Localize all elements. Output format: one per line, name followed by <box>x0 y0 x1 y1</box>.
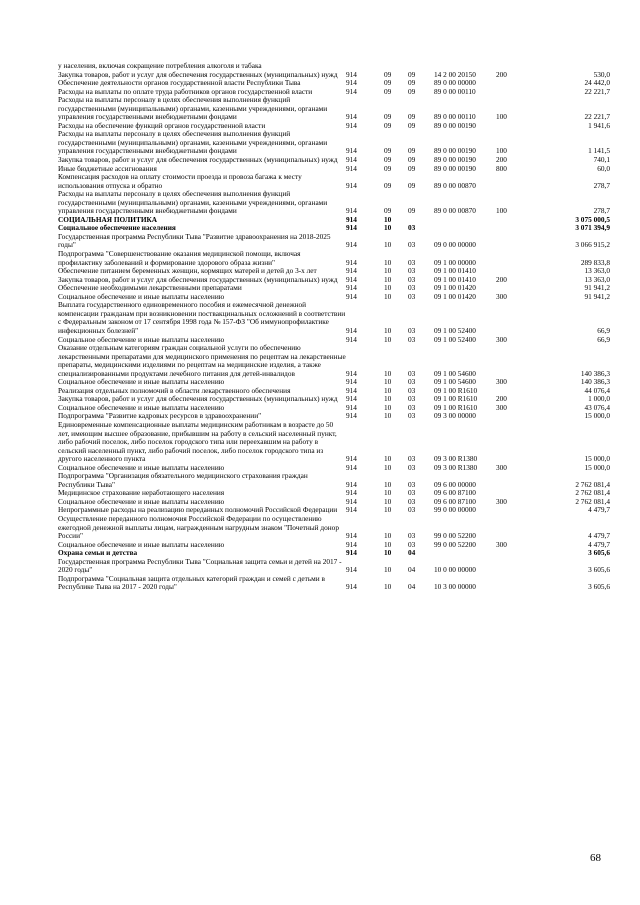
row-target-code: 89 0 00 00870 <box>434 180 476 190</box>
row-target-code: 09 1 00 01410 <box>434 266 476 276</box>
row-section-code: 10 <box>384 488 392 498</box>
row-target-code: 99 0 00 52200 <box>434 531 476 541</box>
row-subsection-code: 03 <box>408 454 416 464</box>
row-amount: 3 605,6 <box>588 548 610 558</box>
row-subsection-code: 03 <box>408 240 416 250</box>
row-admin-code: 914 <box>346 565 357 575</box>
row-section-code: 10 <box>384 257 392 267</box>
row-target-code: 89 0 00 00190 <box>434 163 476 173</box>
row-target-code: 09 6 00 87100 <box>434 496 476 506</box>
row-admin-code: 914 <box>346 163 357 173</box>
row-expense-type: 300 <box>496 539 507 549</box>
table-row <box>58 130 610 156</box>
row-target-code: 14 2 00 20150 <box>434 69 476 79</box>
row-name: Обеспечение деятельности органов государственной власти Республики Тыва <box>58 78 301 88</box>
row-admin-code: 914 <box>346 394 357 404</box>
row-section-code: 10 <box>384 539 392 549</box>
row-expense-type: 200 <box>496 155 507 165</box>
row-name: Иные бюджетные ассигнования <box>58 163 157 173</box>
row-section-code: 10 <box>384 411 392 421</box>
row-target-code: 09 0 00 00000 <box>434 240 476 250</box>
row-admin-code: 914 <box>346 274 357 284</box>
row-target-code <box>434 216 496 225</box>
row-section-code: 10 <box>384 505 392 515</box>
row-name: Подпрограмма "Развитие кадровых ресурсов в здравоохранении" <box>58 411 262 421</box>
row-admin-code: 914 <box>346 214 357 224</box>
row-admin-code: 914 <box>346 377 357 387</box>
budget-table <box>58 62 610 592</box>
row-expense-type <box>496 549 536 558</box>
row-amount: 740,1 <box>593 155 610 165</box>
row-amount: 66,9 <box>597 325 610 335</box>
row-subsection-code: 09 <box>408 78 416 88</box>
row-amount: 278,7 <box>593 180 610 190</box>
row-subsection-code: 03 <box>408 402 416 412</box>
row-amount: 91 941,2 <box>584 291 610 301</box>
row-expense-type: 300 <box>496 496 507 506</box>
row-name: Подпрограмма "Организация обязательного медицинского страхования граждан Республики Тыва" <box>58 471 308 489</box>
table-row <box>58 421 610 464</box>
row-expense-type <box>496 412 536 421</box>
table-row <box>58 190 610 216</box>
row-section-code: 10 <box>384 214 392 224</box>
row-target-code: 09 1 00 54600 <box>434 368 476 378</box>
row-admin-code: 914 <box>346 539 357 549</box>
row-amount: 91 941,2 <box>584 283 610 293</box>
row-section-code: 10 <box>384 240 392 250</box>
row-expense-type: 100 <box>496 146 507 156</box>
row-admin-code: 914 <box>346 462 357 472</box>
row-subsection-code: 03 <box>408 334 416 344</box>
row-admin-code: 914 <box>346 479 357 489</box>
row-amount: 140 386,3 <box>580 368 610 378</box>
row-amount: 44 076,4 <box>584 385 610 395</box>
row-subsection-code: 03 <box>408 462 416 472</box>
row-expense-type: 100 <box>496 112 507 122</box>
row-target-code: 89 0 00 00000 <box>434 78 476 88</box>
row-expense-type <box>496 344 536 378</box>
row-subsection-code: 04 <box>408 565 416 575</box>
row-section-code: 09 <box>384 112 392 122</box>
row-amount: 15 000,0 <box>584 462 610 472</box>
row-expense-type <box>496 472 536 489</box>
row-section-code: 10 <box>384 462 392 472</box>
page-number: 68 <box>590 852 601 864</box>
row-amount: 22 221,7 <box>584 86 610 96</box>
table-row <box>58 301 610 335</box>
row-amount: 140 386,3 <box>580 377 610 387</box>
row-subsection-code: 09 <box>408 146 416 156</box>
row-name: Реализация отдельных полномочий в области лекарственного обеспечения <box>58 385 291 395</box>
row-expense-type <box>496 506 536 515</box>
row-expense-type: 300 <box>496 402 507 412</box>
row-expense-type: 300 <box>496 334 507 344</box>
row-name: у населения, включая сокращение потребления алкоголя и табака <box>58 61 262 70</box>
row-section-code: 10 <box>384 377 392 387</box>
row-amount: 1 000,0 <box>588 394 610 404</box>
row-section-code: 09 <box>384 155 392 165</box>
row-admin-code: 914 <box>346 206 357 216</box>
row-name: Единовременные компенсационные выплаты медицинским работникам в возрасте до 50 лет, имеющим высшее образование, прибывшим на работу в сельский населенный пункт, либо рабочий поселок, либо поселок городского типа или переехавшим на работу в сельский населенный пункт, либо рабочий поселок, либо поселок городского типа из другого населенного пункта <box>58 419 337 464</box>
row-amount: 22 221,7 <box>584 112 610 122</box>
table-row <box>58 472 610 489</box>
row-subsection-code: 03 <box>408 531 416 541</box>
row-target-code: 09 1 00 01420 <box>434 283 476 293</box>
row-section-code: 10 <box>384 454 392 464</box>
table-row <box>58 515 610 541</box>
row-subsection-code: 03 <box>408 394 416 404</box>
row-name: Обеспечение необходимыми лекарственными препаратами <box>58 283 242 293</box>
row-expense-type <box>496 233 536 250</box>
row-amount: 530,0 <box>593 69 610 79</box>
row-expense-type <box>496 122 536 131</box>
row-target-code: 99 0 00 52200 <box>434 539 476 549</box>
row-amount: 2 762 081,4 <box>575 496 610 506</box>
row-admin-code: 914 <box>346 402 357 412</box>
row-amount: 24 442,0 <box>584 78 610 88</box>
row-expense-type: 800 <box>496 163 507 173</box>
row-name: Закупка товаров, работ и услуг для обеспечения государственных (муниципальных) нужд <box>58 394 338 404</box>
row-target-code: 89 0 00 00190 <box>434 155 476 165</box>
row-target-code: 09 3 00 00000 <box>434 411 476 421</box>
row-name: Социальное обеспечение и иные выплаты населению <box>58 539 225 549</box>
row-name: Социальное обеспечение и иные выплаты населению <box>58 334 225 344</box>
row-subsection-code: 03 <box>408 488 416 498</box>
row-admin-code: 914 <box>346 411 357 421</box>
row-amount: 13 363,0 <box>584 266 610 276</box>
row-section-code: 10 <box>384 291 392 301</box>
row-subsection-code: 09 <box>408 86 416 96</box>
row-target-code: 89 0 00 00110 <box>434 86 476 96</box>
row-target-code: 09 1 00 R1610 <box>434 385 478 395</box>
row-name: Охрана семьи и детства <box>58 548 138 558</box>
row-section-code: 10 <box>384 368 392 378</box>
row-section-code: 09 <box>384 163 392 173</box>
row-amount: 1 941,6 <box>588 120 610 130</box>
row-name: Расходы на выплаты персоналу в целях обеспечения выполнения функций государственными (муниципальными) органами, казенными учреждениями, органами управления государственными внебюджетными фондами <box>58 189 328 216</box>
table-row <box>58 233 610 250</box>
row-subsection-code: 03 <box>408 496 416 506</box>
row-expense-type <box>496 250 536 267</box>
row-name: Подпрограмма "Совершенствование оказания медицинской помощи, включая профилактику заболеваний и формирование здорового образа жизни" <box>58 249 301 267</box>
row-amount: 13 363,0 <box>584 274 610 284</box>
row-amount: 43 076,4 <box>584 402 610 412</box>
row-name: Расходы на обеспечение функций органов государственной власти <box>58 120 266 130</box>
row-target-code: 09 1 00 R1610 <box>434 402 478 412</box>
row-admin-code: 914 <box>346 266 357 276</box>
row-subsection-code: 09 <box>408 206 416 216</box>
row-admin-code: 914 <box>346 112 357 122</box>
row-amount: 66,9 <box>597 334 610 344</box>
row-expense-type: 300 <box>496 377 507 387</box>
row-name: Социальное обеспечение населения <box>58 223 176 233</box>
row-name: Социальное обеспечение и иные выплаты населению <box>58 496 225 506</box>
row-admin-code: 914 <box>346 283 357 293</box>
row-expense-type <box>496 575 536 592</box>
row-subsection-code: 09 <box>408 69 416 79</box>
row-admin-code: 914 <box>346 385 357 395</box>
row-expense-type <box>496 224 536 233</box>
row-section-code: 10 <box>384 223 392 233</box>
row-section-code: 10 <box>384 274 392 284</box>
row-name: Расходы на выплаты персоналу в целях обеспечения выполнения функций государственными (муниципальными) органами, казенными учреждениями, органами управления государственными внебюджетными фондами <box>58 95 328 122</box>
row-name: Расходы на выплаты по оплате труда работников органов государственной власти <box>58 86 313 96</box>
row-amount: 60,0 <box>597 163 610 173</box>
row-admin-code: 914 <box>346 146 357 156</box>
row-subsection-code: 09 <box>408 120 416 130</box>
row-section-code: 10 <box>384 479 392 489</box>
row-section-code: 09 <box>384 206 392 216</box>
row-amount: 289 833,8 <box>580 257 610 267</box>
row-name: Социальное обеспечение и иные выплаты населению <box>58 462 225 472</box>
row-subsection-code: 03 <box>408 274 416 284</box>
row-subsection-code: 03 <box>408 368 416 378</box>
row-target-code <box>434 224 496 233</box>
row-target-code: 89 0 00 00110 <box>434 112 476 122</box>
row-subsection-code: 03 <box>408 291 416 301</box>
row-target-code: 10 0 00 00000 <box>434 565 476 575</box>
table-row <box>58 173 610 190</box>
row-section-code: 10 <box>384 394 392 404</box>
row-admin-code: 914 <box>346 496 357 506</box>
row-target-code <box>434 549 496 558</box>
row-amount: 278,7 <box>593 206 610 216</box>
row-section-code: 09 <box>384 146 392 156</box>
row-target-code: 89 0 00 00870 <box>434 206 476 216</box>
row-target-code: 99 0 00 00000 <box>434 505 476 515</box>
row-admin-code: 914 <box>346 488 357 498</box>
row-amount: 15 000,0 <box>584 454 610 464</box>
table-row <box>58 344 610 378</box>
row-subsection-code: 04 <box>408 548 416 558</box>
row-expense-type: 300 <box>496 462 507 472</box>
row-section-code: 09 <box>384 180 392 190</box>
row-name: Обеспечение питанием беременных женщин, кормящих матерей и детей до 3-х лет <box>58 266 317 276</box>
row-admin-code: 914 <box>346 86 357 96</box>
row-subsection-code: 03 <box>408 377 416 387</box>
row-subsection-code: 03 <box>408 266 416 276</box>
row-target-code: 09 6 00 00000 <box>434 479 476 489</box>
row-name: Осуществление переданного полномочия Российской Федерации по осуществлению ежегодной денежной выплаты лицам, награжденным нагрудным знаком "Почетный донор России" <box>58 513 339 541</box>
row-subsection-code: 03 <box>408 223 416 233</box>
row-amount: 1 141,5 <box>588 146 610 156</box>
row-admin-code: 914 <box>346 69 357 79</box>
row-amount: 15 000,0 <box>584 411 610 421</box>
table-row <box>58 250 610 267</box>
row-admin-code: 914 <box>346 78 357 88</box>
row-expense-type <box>496 558 536 575</box>
row-subsection-code: 03 <box>408 479 416 489</box>
row-subsection-code: 04 <box>408 582 416 592</box>
table-row <box>58 96 610 122</box>
row-subsection-code: 03 <box>408 505 416 515</box>
row-subsection-code: 03 <box>408 539 416 549</box>
row-target-code: 09 1 00 54600 <box>434 377 476 387</box>
row-section-code: 10 <box>384 334 392 344</box>
row-admin-code: 914 <box>346 257 357 267</box>
row-expense-type <box>496 216 536 225</box>
row-name: Закупка товаров, работ и услуг для обеспечения государственных (муниципальных) нужд <box>58 69 338 79</box>
row-expense-type <box>496 421 536 464</box>
row-target-code: 09 3 00 R1380 <box>434 462 478 472</box>
row-section-code: 09 <box>384 69 392 79</box>
row-amount: 3 075 000,5 <box>575 214 610 224</box>
row-name: Оказание отдельным категориям граждан социальной услуги по обеспечению лекарственными препаратами для медицинского применения по рецептам на лекарственные препараты, медицинскими изделиями по рецептам на медицинские изделия, а также специализированными продуктами лечебного питания для детей-инвалидов <box>58 343 346 378</box>
row-section-code: 10 <box>384 496 392 506</box>
table-row <box>58 541 610 550</box>
row-expense-type <box>496 79 536 88</box>
row-expense-type: 200 <box>496 69 507 79</box>
row-admin-code: 914 <box>346 291 357 301</box>
row-name: Закупка товаров, работ и услуг для обеспечения государственных (муниципальных) нужд <box>58 274 338 284</box>
row-expense-type <box>496 173 536 190</box>
row-section-code: 10 <box>384 266 392 276</box>
row-subsection-code: 09 <box>408 155 416 165</box>
row-amount: 3 605,6 <box>588 565 610 575</box>
row-amount: 2 762 081,4 <box>575 479 610 489</box>
table-row <box>58 575 610 592</box>
row-admin-code: 914 <box>346 155 357 165</box>
row-admin-code: 914 <box>346 531 357 541</box>
row-subsection-code: 09 <box>408 163 416 173</box>
row-expense-type: 200 <box>496 394 507 404</box>
row-subsection-code: 03 <box>408 325 416 335</box>
row-subsection-code: 09 <box>408 112 416 122</box>
row-admin-code: 914 <box>346 240 357 250</box>
row-admin-code: 914 <box>346 334 357 344</box>
row-name: Социальное обеспечение и иные выплаты населению <box>58 291 225 301</box>
row-expense-type: 300 <box>496 291 507 301</box>
row-name: Медицинское страхование неработающего населения <box>58 488 225 498</box>
row-name: Выплата государственного единовременного пособия и ежемесячной денежной компенсации гражданам при возникновении поствакцинальных осложнений в соответствии с Федеральным законом от 17 сентября 1998 года № 157-ФЗ "Об иммунопрофилактике инфекционных болезней" <box>58 300 346 335</box>
row-admin-code: 914 <box>346 505 357 515</box>
row-target-code: 09 3 00 R1380 <box>434 454 478 464</box>
row-section-code: 10 <box>384 325 392 335</box>
row-target-code: 09 1 00 52400 <box>434 325 476 335</box>
row-admin-code: 914 <box>346 223 357 233</box>
row-amount: 4 479,7 <box>588 531 610 541</box>
row-expense-type <box>496 515 536 541</box>
row-amount: 3 066 915,2 <box>575 240 610 250</box>
row-admin-code: 914 <box>346 548 357 558</box>
row-section-code: 10 <box>384 548 392 558</box>
row-subsection-code: 09 <box>408 180 416 190</box>
row-name: Подпрограмма "Социальная защита отдельных категорий граждан и семей с детьми в Республике Тыва на 2017 - 2020 годы" <box>58 573 325 592</box>
row-admin-code: 914 <box>346 582 357 592</box>
row-name: Государственная программа Республики Тыва "Социальная защита семьи и детей на 2017 - 2020 годы" <box>58 556 342 575</box>
row-target-code: 09 1 00 R1610 <box>434 394 478 404</box>
row-amount: 3 071 394,9 <box>575 223 610 233</box>
row-expense-type <box>496 88 536 97</box>
row-target-code: 09 1 00 52400 <box>434 334 476 344</box>
row-section-code: 10 <box>384 385 392 395</box>
row-section-code: 10 <box>384 531 392 541</box>
row-amount: 3 605,6 <box>588 582 610 592</box>
row-target-code: 10 3 00 00000 <box>434 582 476 592</box>
row-name: Социальное обеспечение и иные выплаты населению <box>58 402 225 412</box>
row-amount: 4 479,7 <box>588 505 610 515</box>
row-target-code: 09 6 00 87100 <box>434 488 476 498</box>
row-name: СОЦИАЛЬНАЯ ПОЛИТИКА <box>58 214 158 224</box>
table-row <box>58 558 610 575</box>
row-admin-code: 914 <box>346 325 357 335</box>
row-admin-code: 914 <box>346 454 357 464</box>
row-name: Государственная программа Республики Тыва "Развитие здравоохранения на 2018-2025 годы" <box>58 231 331 250</box>
row-expense-type: 200 <box>496 274 507 284</box>
row-subsection-code: 03 <box>408 257 416 267</box>
row-section-code: 09 <box>384 120 392 130</box>
row-name: Непрограммные расходы на реализацию переданных полномочий Российской Федерации <box>58 505 338 515</box>
row-section-code: 09 <box>384 78 392 88</box>
row-target-code: 89 0 00 00190 <box>434 120 476 130</box>
row-section-code: 10 <box>384 402 392 412</box>
row-target-code: 09 1 00 01420 <box>434 291 476 301</box>
row-subsection-code: 03 <box>408 283 416 293</box>
row-target-code: 89 0 00 00190 <box>434 146 476 156</box>
row-admin-code: 914 <box>346 368 357 378</box>
row-amount: 4 479,7 <box>588 539 610 549</box>
row-expense-type <box>496 301 536 335</box>
row-subsection-code: 03 <box>408 411 416 421</box>
row-amount: 2 762 081,4 <box>575 488 610 498</box>
row-name: Социальное обеспечение и иные выплаты населению <box>58 377 225 387</box>
row-name: Закупка товаров, работ и услуг для обеспечения государственных (муниципальных) нужд <box>58 155 338 165</box>
row-section-code: 09 <box>384 86 392 96</box>
row-expense-type: 100 <box>496 206 507 216</box>
row-section-code: 10 <box>384 582 392 592</box>
row-admin-code: 914 <box>346 180 357 190</box>
row-target-code: 09 1 00 00000 <box>434 257 476 267</box>
row-target-code: 09 1 00 01410 <box>434 274 476 284</box>
row-name: Компенсация расходов на оплату стоимости проезда и провоза багажа к месту использования отпуска и обратно <box>58 172 302 190</box>
row-section-code: 10 <box>384 283 392 293</box>
row-admin-code: 914 <box>346 120 357 130</box>
budget-table-body <box>58 62 610 592</box>
row-subsection-code: 03 <box>408 385 416 395</box>
row-section-code: 10 <box>384 565 392 575</box>
row-name: Расходы на выплаты персоналу в целях обеспечения выполнения функций государственными (муниципальными) органами, казенными учреждениями, органами управления государственными внебюджетными фондами <box>58 129 328 156</box>
